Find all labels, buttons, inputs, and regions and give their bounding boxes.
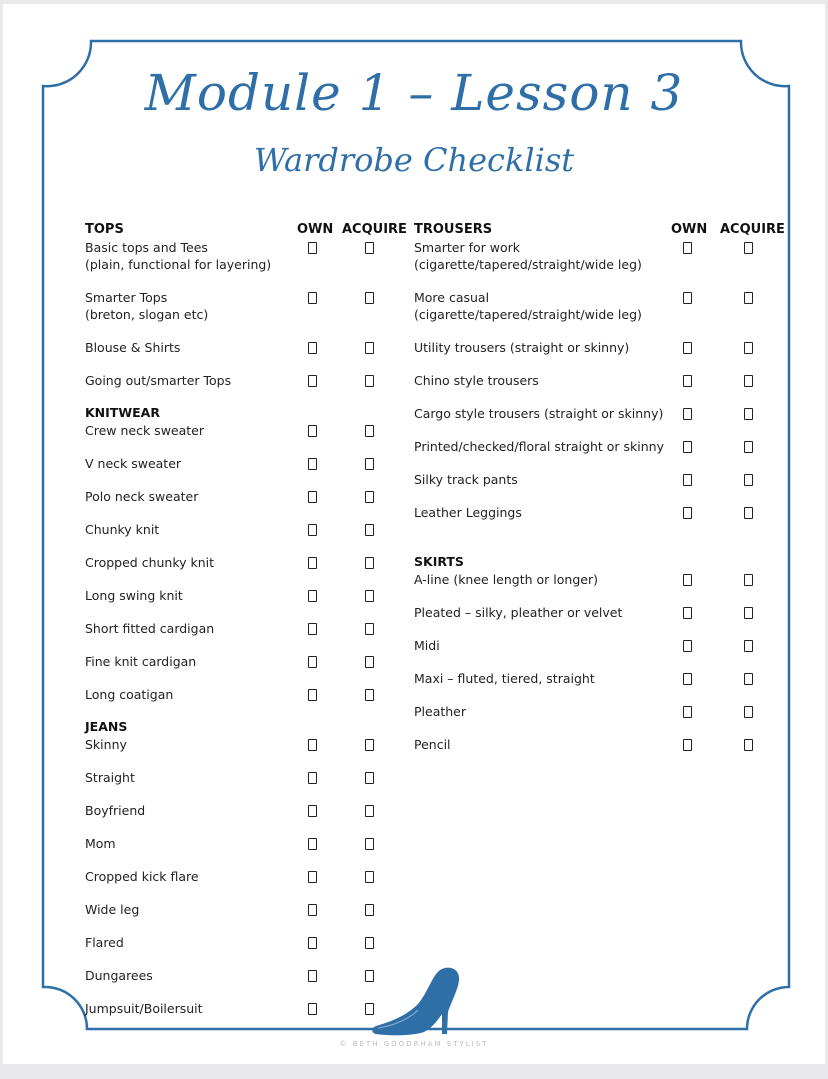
list-item bbox=[85, 653, 403, 686]
page-subtitle: Wardrobe Checklist bbox=[253, 141, 575, 179]
list-item bbox=[414, 703, 784, 736]
item-label: Wide leg bbox=[85, 902, 140, 917]
list-item bbox=[85, 488, 403, 521]
own-checkbox[interactable] bbox=[308, 491, 317, 503]
acquire-checkbox[interactable] bbox=[744, 242, 753, 254]
item-sublabel: (cigarette/tapered/straight/wide leg) bbox=[414, 257, 642, 272]
acquire-checkbox[interactable] bbox=[365, 772, 374, 784]
copyright-notice: © BETH GOODRHAM STYLIST bbox=[339, 1040, 489, 1048]
acquire-checkbox[interactable] bbox=[365, 292, 374, 304]
list-item bbox=[85, 554, 403, 587]
acquire-checkbox[interactable] bbox=[744, 673, 753, 685]
acquire-checkbox[interactable] bbox=[365, 623, 374, 635]
own-checkbox[interactable] bbox=[308, 342, 317, 354]
item-label: Flared bbox=[85, 935, 124, 950]
acquire-checkbox[interactable] bbox=[365, 838, 374, 850]
list-item bbox=[85, 901, 403, 934]
own-checkbox[interactable] bbox=[308, 1003, 317, 1015]
own-checkbox[interactable] bbox=[683, 640, 692, 652]
item-label: Pleather bbox=[414, 704, 467, 719]
skirts-list bbox=[414, 571, 784, 769]
acquire-checkbox[interactable] bbox=[744, 640, 753, 652]
item-label: Cropped chunky knit bbox=[85, 555, 215, 570]
own-checkbox[interactable] bbox=[683, 607, 692, 619]
list-item bbox=[85, 455, 403, 488]
list-item bbox=[414, 670, 784, 703]
list-item bbox=[414, 504, 784, 554]
own-checkbox[interactable] bbox=[683, 242, 692, 254]
right-column bbox=[414, 222, 784, 769]
own-checkbox[interactable] bbox=[308, 557, 317, 569]
section-title-knitwear: KNITWEAR bbox=[85, 405, 160, 420]
item-label: Cargo style trousers (straight or skinny) bbox=[414, 406, 664, 421]
acquire-checkbox[interactable] bbox=[744, 706, 753, 718]
item-label: Long coatigan bbox=[85, 687, 174, 702]
acquire-checkbox[interactable] bbox=[365, 524, 374, 536]
page-title: Module 1 – Lesson 3 bbox=[144, 64, 684, 122]
list-item bbox=[85, 587, 403, 620]
acquire-checkbox[interactable] bbox=[365, 937, 374, 949]
acquire-checkbox[interactable] bbox=[744, 408, 753, 420]
list-item bbox=[85, 868, 403, 901]
item-label: Jumpsuit/Boilersuit bbox=[85, 1001, 203, 1016]
section-title-tops: TOPS bbox=[85, 222, 124, 237]
jeans-list bbox=[85, 736, 403, 1033]
own-checkbox[interactable] bbox=[308, 970, 317, 982]
high-heel-shoe-icon bbox=[368, 964, 464, 1038]
item-label: Leather Leggings bbox=[414, 505, 522, 520]
item-label: Cropped kick flare bbox=[85, 869, 199, 884]
item-label: Pleated – silky, pleather or velvet bbox=[414, 605, 623, 620]
item-label: Basic tops and Tees bbox=[85, 240, 208, 255]
acquire-checkbox[interactable] bbox=[365, 871, 374, 883]
section-title-skirts: SKIRTS bbox=[414, 554, 464, 569]
own-checkbox[interactable] bbox=[308, 689, 317, 701]
own-checkbox[interactable] bbox=[683, 474, 692, 486]
acquire-checkbox[interactable] bbox=[744, 375, 753, 387]
acquire-checkbox[interactable] bbox=[744, 574, 753, 586]
list-item bbox=[414, 471, 784, 504]
own-checkbox[interactable] bbox=[308, 937, 317, 949]
own-checkbox[interactable] bbox=[308, 805, 317, 817]
own-column-header: OWN bbox=[671, 222, 708, 237]
item-label: Boyfriend bbox=[85, 803, 146, 818]
acquire-checkbox[interactable] bbox=[365, 656, 374, 668]
trousers-header bbox=[414, 222, 784, 239]
own-checkbox[interactable] bbox=[308, 292, 317, 304]
own-checkbox[interactable] bbox=[683, 739, 692, 751]
item-label: Skinny bbox=[85, 737, 127, 752]
acquire-column-header: ACQUIRE bbox=[342, 222, 407, 237]
own-checkbox[interactable] bbox=[683, 342, 692, 354]
list-item bbox=[414, 239, 784, 289]
knitwear-list bbox=[85, 422, 403, 719]
list-item bbox=[414, 372, 784, 405]
list-item bbox=[85, 769, 403, 802]
own-checkbox[interactable] bbox=[683, 507, 692, 519]
own-checkbox[interactable] bbox=[308, 739, 317, 751]
acquire-checkbox[interactable] bbox=[365, 458, 374, 470]
own-checkbox[interactable] bbox=[683, 706, 692, 718]
tops-header bbox=[85, 222, 407, 239]
acquire-checkbox[interactable] bbox=[365, 342, 374, 354]
item-label: Polo neck sweater bbox=[85, 489, 199, 504]
own-checkbox[interactable] bbox=[308, 524, 317, 536]
list-item bbox=[85, 239, 403, 289]
own-checkbox[interactable] bbox=[308, 458, 317, 470]
own-column-header: OWN bbox=[297, 222, 334, 237]
left-column bbox=[85, 222, 407, 1033]
own-checkbox[interactable] bbox=[308, 590, 317, 602]
item-label: Chunky knit bbox=[85, 522, 160, 537]
acquire-checkbox[interactable] bbox=[365, 491, 374, 503]
acquire-column-header: ACQUIRE bbox=[720, 222, 785, 237]
item-label: Printed/checked/floral straight or skinny bbox=[414, 439, 664, 454]
list-item bbox=[85, 1000, 403, 1033]
list-item bbox=[414, 736, 784, 769]
item-sublabel: (breton, slogan etc) bbox=[85, 307, 209, 322]
list-item bbox=[414, 571, 784, 604]
own-checkbox[interactable] bbox=[683, 375, 692, 387]
own-checkbox[interactable] bbox=[683, 292, 692, 304]
item-label: Fine knit cardigan bbox=[85, 654, 197, 669]
acquire-checkbox[interactable] bbox=[744, 292, 753, 304]
list-item bbox=[414, 637, 784, 670]
item-label: A-line (knee length or longer) bbox=[414, 572, 598, 587]
list-item bbox=[85, 422, 403, 455]
item-label: Crew neck sweater bbox=[85, 423, 204, 438]
acquire-checkbox[interactable] bbox=[365, 590, 374, 602]
item-label: Smarter for work bbox=[414, 240, 521, 255]
acquire-checkbox[interactable] bbox=[365, 904, 374, 916]
list-item bbox=[85, 835, 403, 868]
own-checkbox[interactable] bbox=[308, 375, 317, 387]
acquire-checkbox[interactable] bbox=[365, 805, 374, 817]
list-item bbox=[85, 967, 403, 1000]
item-sublabel: (cigarette/tapered/straight/wide leg) bbox=[414, 307, 642, 322]
acquire-checkbox[interactable] bbox=[744, 507, 753, 519]
item-sublabel: (plain, functional for layering) bbox=[85, 257, 272, 272]
item-label: Straight bbox=[85, 770, 135, 785]
item-label: More casual bbox=[414, 290, 490, 305]
own-checkbox[interactable] bbox=[683, 574, 692, 586]
item-label: Going out/smarter Tops bbox=[85, 373, 232, 388]
own-checkbox[interactable] bbox=[308, 242, 317, 254]
item-label: Blouse & Shirts bbox=[85, 340, 181, 355]
list-item bbox=[85, 686, 403, 719]
list-item bbox=[414, 339, 784, 372]
list-item bbox=[414, 405, 784, 438]
list-item bbox=[85, 802, 403, 835]
item-label: Midi bbox=[414, 638, 440, 653]
own-checkbox[interactable] bbox=[308, 772, 317, 784]
own-checkbox[interactable] bbox=[683, 408, 692, 420]
own-checkbox[interactable] bbox=[308, 656, 317, 668]
item-label: Mom bbox=[85, 836, 116, 851]
own-checkbox[interactable] bbox=[308, 904, 317, 916]
acquire-checkbox[interactable] bbox=[744, 342, 753, 354]
list-item bbox=[85, 289, 403, 339]
acquire-checkbox[interactable] bbox=[744, 441, 753, 453]
own-checkbox[interactable] bbox=[308, 838, 317, 850]
list-item bbox=[414, 289, 784, 339]
item-label: Pencil bbox=[414, 737, 451, 752]
list-item bbox=[85, 521, 403, 554]
item-label: Chino style trousers bbox=[414, 373, 539, 388]
acquire-checkbox[interactable] bbox=[744, 739, 753, 751]
section-title-jeans: JEANS bbox=[85, 719, 128, 734]
own-checkbox[interactable] bbox=[308, 871, 317, 883]
checklist-page bbox=[3, 4, 825, 1064]
item-label: Dungarees bbox=[85, 968, 153, 983]
list-item bbox=[85, 339, 403, 372]
item-label: Long swing knit bbox=[85, 588, 183, 603]
acquire-checkbox[interactable] bbox=[365, 557, 374, 569]
list-item bbox=[85, 372, 403, 405]
list-item bbox=[85, 934, 403, 967]
section-title-trousers: TROUSERS bbox=[414, 222, 493, 237]
acquire-checkbox[interactable] bbox=[365, 425, 374, 437]
acquire-checkbox[interactable] bbox=[365, 739, 374, 751]
own-checkbox[interactable] bbox=[683, 441, 692, 453]
item-label: Utility trousers (straight or skinny) bbox=[414, 340, 630, 355]
acquire-checkbox[interactable] bbox=[744, 474, 753, 486]
list-item bbox=[85, 736, 403, 769]
item-label: Silky track pants bbox=[414, 472, 518, 487]
list-item bbox=[85, 620, 403, 653]
acquire-checkbox[interactable] bbox=[365, 689, 374, 701]
acquire-checkbox[interactable] bbox=[744, 607, 753, 619]
item-label: Smarter Tops bbox=[85, 290, 168, 305]
acquire-checkbox[interactable] bbox=[365, 242, 374, 254]
acquire-checkbox[interactable] bbox=[365, 375, 374, 387]
own-checkbox[interactable] bbox=[683, 673, 692, 685]
list-item bbox=[414, 438, 784, 471]
item-label: Maxi – fluted, tiered, straight bbox=[414, 671, 595, 686]
item-label: V neck sweater bbox=[85, 456, 182, 471]
list-item bbox=[414, 604, 784, 637]
own-checkbox[interactable] bbox=[308, 425, 317, 437]
own-checkbox[interactable] bbox=[308, 623, 317, 635]
item-label: Short fitted cardigan bbox=[85, 621, 215, 636]
